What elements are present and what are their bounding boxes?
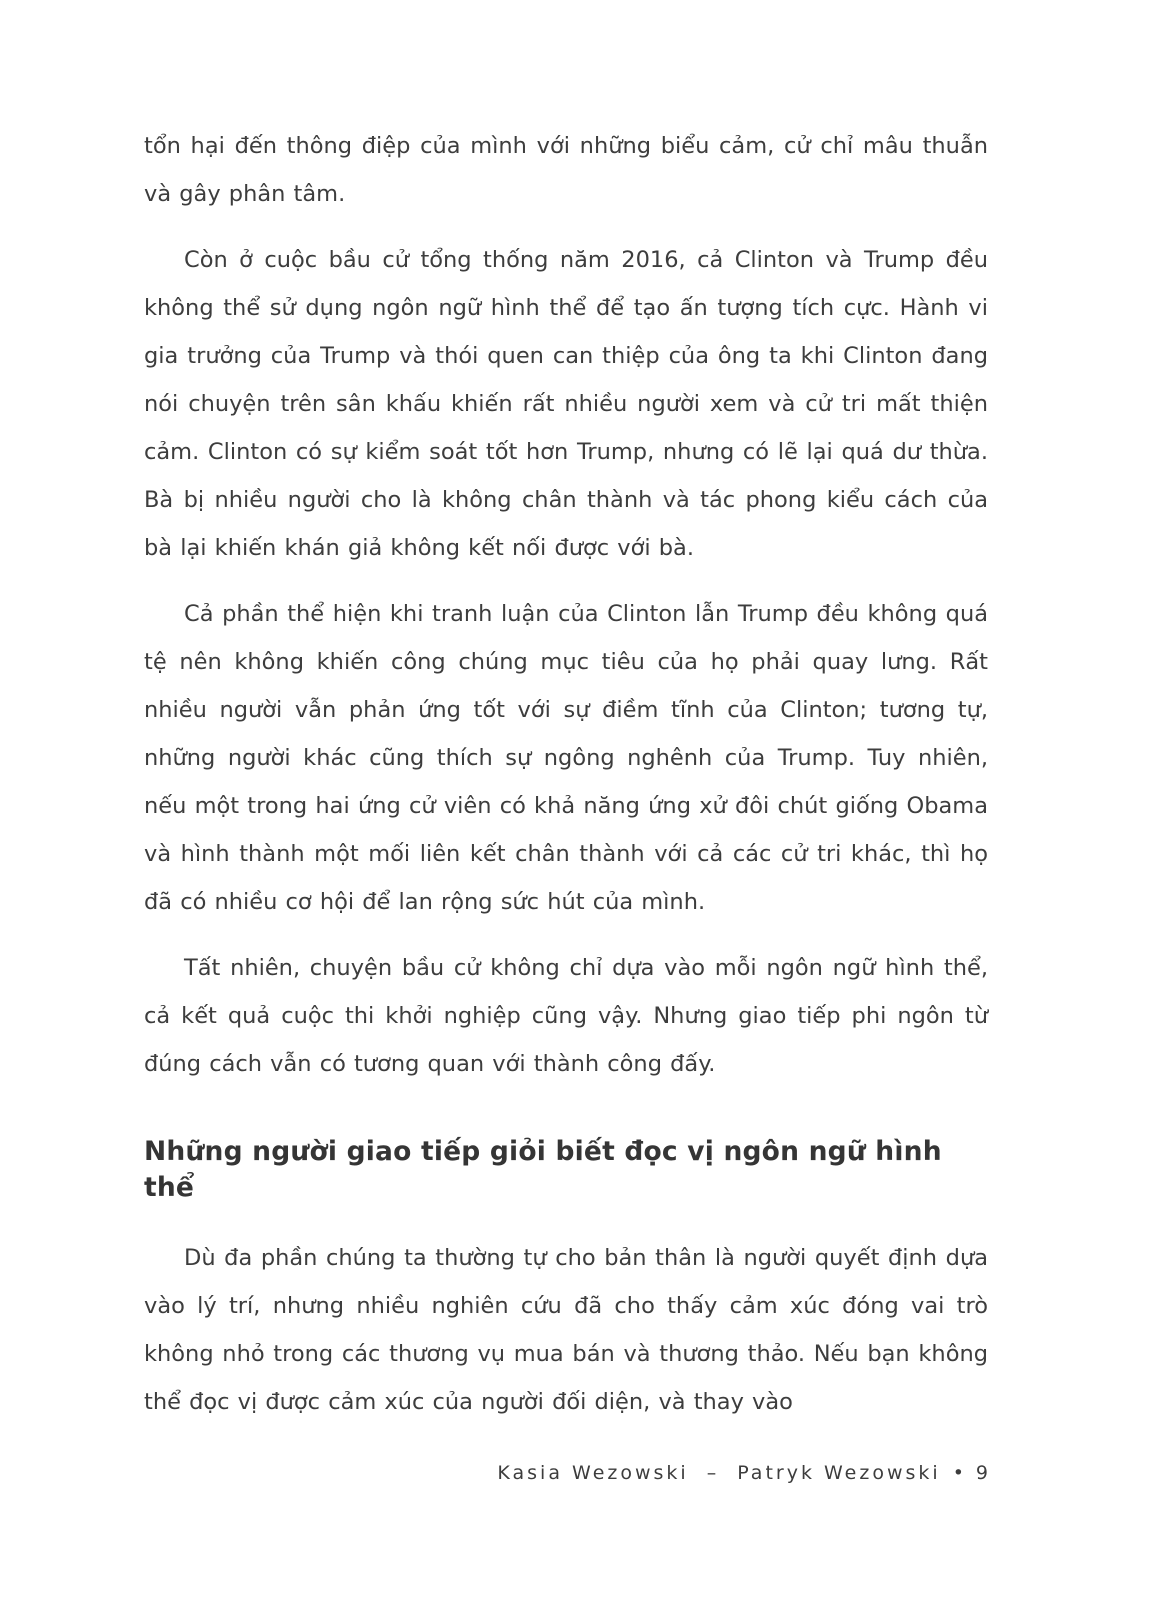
footer-dash: – [706, 1462, 720, 1484]
paragraph: Còn ở cuộc bầu cử tổng thống năm 2016, cả Clinton và Trump đều không thể sử dụng ngôn ngữ hình thể để tạo ấn tượng tích cực. Hành vi gia trưởng của Trump và thói quen can thiệp của ông ta khi Clinton đang nói chuyện trên sân khấu khiến rất nhiều người xem và cử tri mất thiện cảm. Clinton có sự kiểm soát tốt hơn Trump, nhưng có lẽ lại quá dư thừa. Bà bị nhiều người cho là không chân thành và tác phong kiểu cách của bà lại khiến khán giả không kết nối được với bà. [144, 247, 988, 561]
paragraph: Cả phần thể hiện khi tranh luận của Clinton lẫn Trump đều không quá tệ nên không khiến công chúng mục tiêu của họ phải quay lưng. Rất nhiều người vẫn phản ứng tốt với sự điềm tĩnh của Clinton; tương tự, những người khác cũng thích sự ngông nghênh của Trump. Tuy nhiên, nếu một trong hai ứng cử viên có khả năng ứng xử đôi chút giống Obama và hình thành một mối liên kết chân thành với cả các cử tri khác, thì họ đã có nhiều cơ hội để lan rộng sức hút của mình. [144, 601, 988, 915]
paragraph: Tất nhiên, chuyện bầu cử không chỉ dựa vào mỗi ngôn ngữ hình thể, cả kết quả cuộc thi khởi nghiệp cũng vậy. Nhưng giao tiếp phi ngôn từ đúng cách vẫn có tương quan với thành công đấy. [144, 955, 988, 1077]
footer-bullet: • [952, 1462, 964, 1484]
page-number: 9 [975, 1462, 988, 1484]
page-footer [144, 1462, 988, 1484]
footer-author-1: Kasia Wezowski [497, 1462, 689, 1484]
page-content [144, 122, 988, 1444]
footer-author-2: Patryk Wezowski [737, 1462, 941, 1484]
paragraph: Dù đa phần chúng ta thường tự cho bản thân là người quyết định dựa vào lý trí, nhưng nhiều nghiên cứu đã cho thấy cảm xúc đóng vai trò không nhỏ trong các thương vụ mua bán và thương thảo. Nếu bạn không thể đọc vị được cảm xúc của người đối diện, và thay vào [144, 1245, 988, 1415]
section-heading: Những người giao tiếp giỏi biết đọc vị ngôn ngữ hình thể [144, 1136, 942, 1203]
paragraph-continuation: tổn hại đến thông điệp của mình với những biểu cảm, cử chỉ mâu thuẫn và gây phân tâm. [144, 133, 988, 207]
